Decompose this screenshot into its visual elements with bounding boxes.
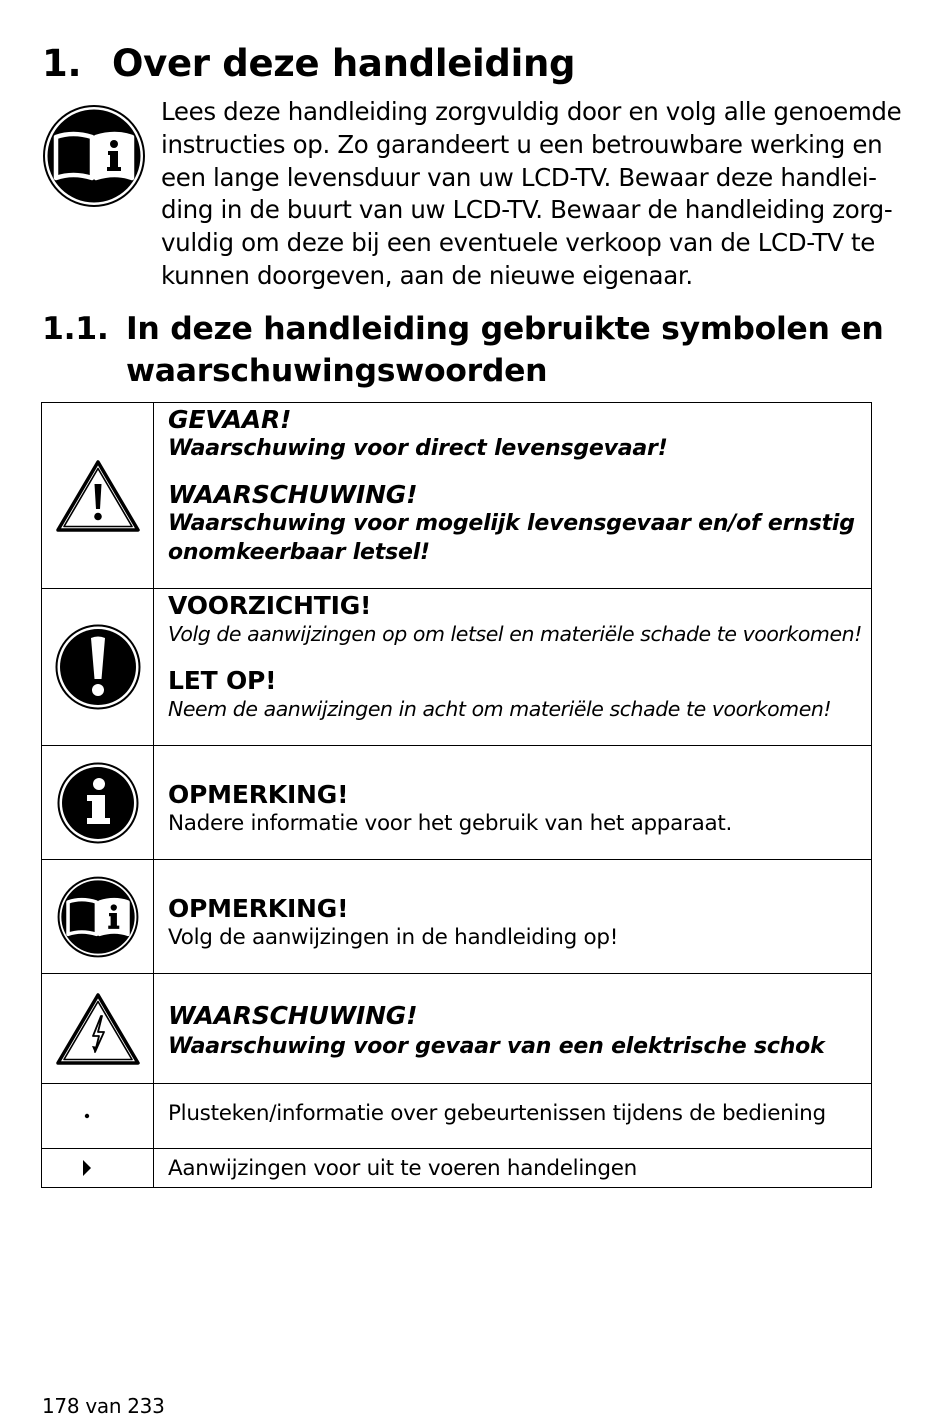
icon-cell — [42, 1084, 154, 1149]
caution-title: VOORZICHTIG! — [168, 591, 372, 620]
symbols-table — [41, 402, 872, 1188]
page-number: 178 van 233 — [42, 1394, 165, 1418]
attention-title: LET OP! — [168, 666, 277, 695]
section-1-1-title-line2: waarschuwingswoorden — [126, 353, 548, 389]
manual-info-icon — [57, 906, 139, 925]
intro-line: ding in de buurt van uw LCD-TV. Bewaar de handleiding zorg- — [161, 195, 893, 225]
intro-line: vuldig om deze bij een eventuele verkoop van de LCD-TV te — [161, 228, 875, 258]
table-row — [42, 1084, 872, 1149]
intro-line: Lees deze handleiding zorgvuldig door en volg alle genoemde — [161, 97, 902, 126]
text-cell — [154, 403, 872, 589]
attention-desc: Neem de aanwijzingen in acht om materiële schade te voorkomen! — [168, 697, 832, 721]
section-1-1-heading — [42, 308, 883, 392]
exclamation-circle-icon — [55, 657, 141, 676]
table-row — [42, 746, 872, 860]
section-1-heading — [42, 42, 575, 85]
table-row — [42, 1149, 872, 1188]
text-cell — [154, 746, 872, 860]
text-cell — [154, 860, 872, 974]
manual-info-icon — [42, 104, 146, 208]
electric-shock-triangle-icon — [55, 1018, 141, 1037]
bullet-icon — [97, 1106, 99, 1125]
text-cell — [154, 974, 872, 1084]
info-circle-icon — [57, 792, 139, 811]
warning-desc-line2: onomkeerbaar letsel! — [168, 540, 430, 565]
text-cell — [154, 589, 872, 746]
text-cell — [154, 1149, 872, 1188]
icon-cell — [42, 746, 154, 860]
icon-cell — [42, 974, 154, 1084]
intro-line: kunnen doorgeven, aan de nieuwe eigenaar. — [161, 260, 693, 290]
caution-desc: Volg de aanwijzingen op om letsel en materiële schade te voorkomen! — [168, 622, 862, 646]
warning-title: WAARSCHUWING! — [168, 480, 418, 509]
bullet-desc: Plusteken/informatie over gebeurtenissen tijdens de bediening — [168, 1100, 826, 1126]
note-desc: Nadere informatie voor het gebruik van het apparaat. — [168, 810, 732, 836]
section-1-1-number: 1.1. — [42, 311, 109, 347]
table-row — [42, 860, 872, 974]
text-cell — [154, 1084, 872, 1149]
note-title: OPMERKING! — [168, 779, 349, 809]
intro-line: instructies op. Zo garandeert u een betrouwbare werking en — [161, 129, 883, 159]
arrow-desc: Aanwijzingen voor uit te voeren handelingen — [168, 1155, 637, 1181]
shock-desc: Waarschuwing voor gevaar van een elektrische schok — [168, 1033, 825, 1059]
section-1-1-title-line1: In deze handleiding gebruikte symbolen en — [126, 311, 884, 347]
icon-cell — [42, 860, 154, 974]
manual-note-title: OPMERKING! — [168, 893, 349, 923]
warning-triangle-icon — [55, 485, 141, 504]
intro-line: een lange levensduur van uw LCD-TV. Bewaar deze handlei- — [161, 162, 877, 192]
section-1-title: Over deze handleiding — [112, 42, 576, 85]
section-1-number: 1. — [42, 42, 82, 85]
danger-desc: Waarschuwing voor direct levensgevaar! — [168, 436, 668, 461]
intro-paragraph — [161, 96, 902, 293]
shock-title: WAARSCHUWING! — [168, 1000, 418, 1030]
table-row — [42, 589, 872, 746]
icon-cell — [42, 589, 154, 746]
table-row — [42, 403, 872, 589]
table-row — [42, 974, 872, 1084]
manual-note-desc: Volg de aanwijzingen in de handleiding op! — [168, 924, 619, 950]
icon-cell — [42, 1149, 154, 1188]
danger-title: GEVAAR! — [168, 405, 292, 434]
icon-cell — [42, 403, 154, 589]
arrow-right-icon — [97, 1158, 99, 1177]
warning-desc-line1: Waarschuwing voor mogelijk levensgevaar en/of ernstig — [168, 511, 855, 536]
